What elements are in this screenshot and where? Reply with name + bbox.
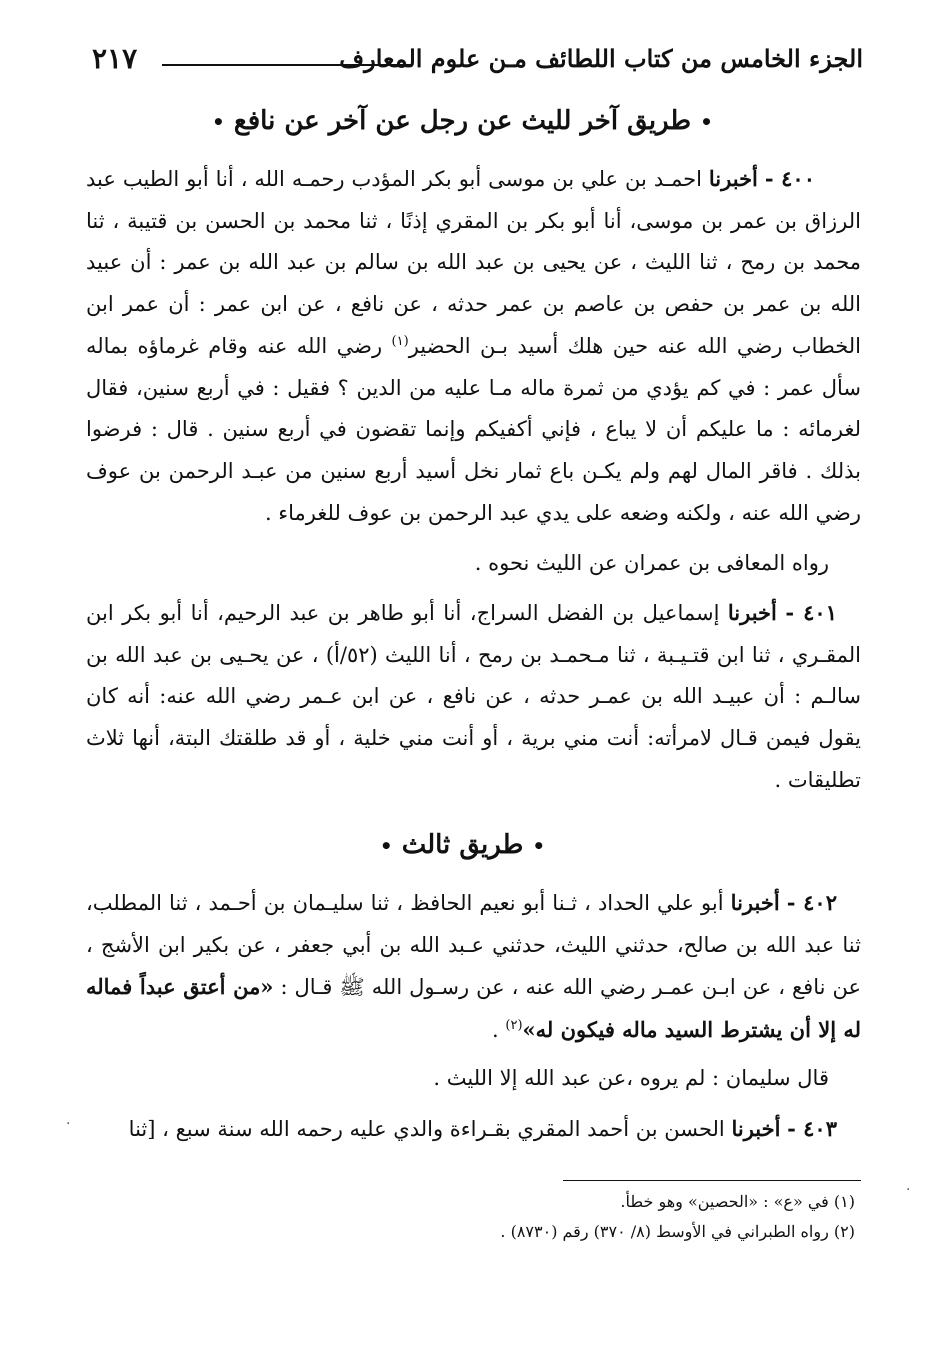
- section-heading: [0, 830, 925, 860]
- scan-speck: ·: [66, 1116, 71, 1132]
- hadith-401-paragraph: [86, 592, 861, 802]
- hadith-402-note: قال سليمان : لم يروه ،عن عبد الله إلا الليث .: [433, 1066, 829, 1090]
- hadith-text: رضي الله عنه وقام غرماؤه بماله سأل عمر : في كم يؤدي من ثمرة ماله مـا عليه من الدين ؟ فقيل : في أربع سنين، فقال لغرمائه : ما عليكم أن لا يباع ، فإني أكفيكم وإنما تقضون في أربع سنين . قال : فرضوا بذلك . فاقر المال لهم ولم يكـن باع ثمار نخل أسيد أربع سنين من عبـد الرحمن بن عوف رضي الله عنه ، ولكنه وضعه على يدي عبد الرحمن بن عوف للغرماء .: [86, 333, 861, 525]
- footnote-1: (١) في «ع» : «الحصين» وهو خطأ.: [620, 1192, 855, 1211]
- hadith-text: إسماعيل بن الفضل السراج، أنا أبو طاهر بن عبد الرحيم، أنا أبو بكر ابن المقـري ، ثنا ابن قتـيـبة ، ثنا مـحمـد بن رمح ، أنا الليث (٥٢/أ) ، عن يحـيى بن عبد الله بن سالـم : أن عبيـد الله بن عمـر حدثه ، عن نافع ، عن ابن عـمر رضي الله عنه: أنه كان يقول فيمن قـال لامرأته: أنت مني برية ، أو أنت مني خلية ، أو قد طلقتك البتة، أنها ثلاث تطليقات .: [86, 601, 861, 792]
- hadith-403-paragraph: [86, 1108, 861, 1151]
- hadith-text: أبو علي الحداد ، ثـنا أبو نعيم الحافظ ، ثنا سليـمان بن أحـمد ، ثنا المطلب، ثنا عبد الله بن صالح، حدثني الليث، حدثني عـبد الله بن أبي جعفر ، عن بكير ابن الأشج ، عن نافع ، عن ابـن عمـر رضي الله عنه ، عن رسـول الله ﷺ قـال :: [86, 891, 861, 1000]
- header-rule: [162, 64, 411, 66]
- footnote-2: (٢) رواه الطبراني في الأوسط (٨/ ٣٧٠) رقم (٨٧٣٠) .: [500, 1222, 855, 1241]
- hadith-number: ٤٠٢ -: [786, 890, 837, 915]
- hadith-number: ٤٠١ -: [785, 600, 837, 625]
- footnote-ref: (٢): [505, 1018, 523, 1034]
- footnote-rule: [563, 1180, 861, 1181]
- hadith-number: ٤٠٣ -: [787, 1116, 837, 1141]
- page-number: ٢١٧: [92, 42, 138, 75]
- section-heading-text: طريق آخر لليث عن رجل عن آخر عن نافع: [233, 106, 692, 136]
- hadith-lead-word: أخبرنا: [708, 166, 758, 191]
- heading-bullet: •: [700, 110, 713, 134]
- section-heading-text: طريق ثالث: [401, 830, 524, 860]
- hadith-text: الحسن بن أحمد المقري بقـراءة والدي عليه رحمه الله سنة سبع ، [ثنا: [128, 1117, 725, 1141]
- prophetic-quote: «من أعتق عبداً فماله له إلا أن يشترط السيد ماله فيكون له»: [86, 974, 861, 1043]
- footnote-ref: (١): [391, 333, 409, 349]
- scan-speck: ·: [906, 1182, 911, 1198]
- hadith-lead-word: أخبرنا: [730, 890, 780, 915]
- hadith-lead-word: أخبرنا: [731, 1116, 781, 1141]
- hadith-402-paragraph: [86, 882, 861, 1052]
- hadith-400-paragraph: [86, 158, 861, 534]
- heading-bullet: •: [212, 110, 225, 134]
- section-heading: [0, 106, 925, 136]
- heading-bullet: •: [379, 834, 393, 858]
- sentence-end: .: [492, 1018, 499, 1043]
- hadith-text: احمـد بن علي بن موسى أبو بكر المؤدب رحمـه الله ، أنا أبو الطيب عبد الرزاق بن عمر بن موسى، أنا أبو بكر بن المقري إذنًا ، ثنا محمد بن الحسن بن قتيبة ، ثنا محمد بن رمح ، ثنا الليث ، عن يحيى بن عبد الله بن سالم بن عبد الله بن عمر : أن عبيد الله بن عمر بن حفص بن عاصم بن عمر حدثه ، عن نافع ، عن ابن عمر : أن عمر ابن الخطاب رضي الله عنه حين هلك أسيد بـن الحضير: [86, 167, 861, 358]
- running-header-title: الجزء الخامس من كتاب اللطائف مـن علوم المعارف: [339, 44, 863, 73]
- hadith-number: ٤٠٠ -: [764, 166, 815, 191]
- heading-bullet: •: [532, 834, 546, 858]
- hadith-lead-word: أخبرنا: [727, 600, 777, 625]
- running-header: [92, 42, 863, 90]
- hadith-400-note: رواه المعافى بن عمران عن الليث نحوه .: [474, 551, 829, 575]
